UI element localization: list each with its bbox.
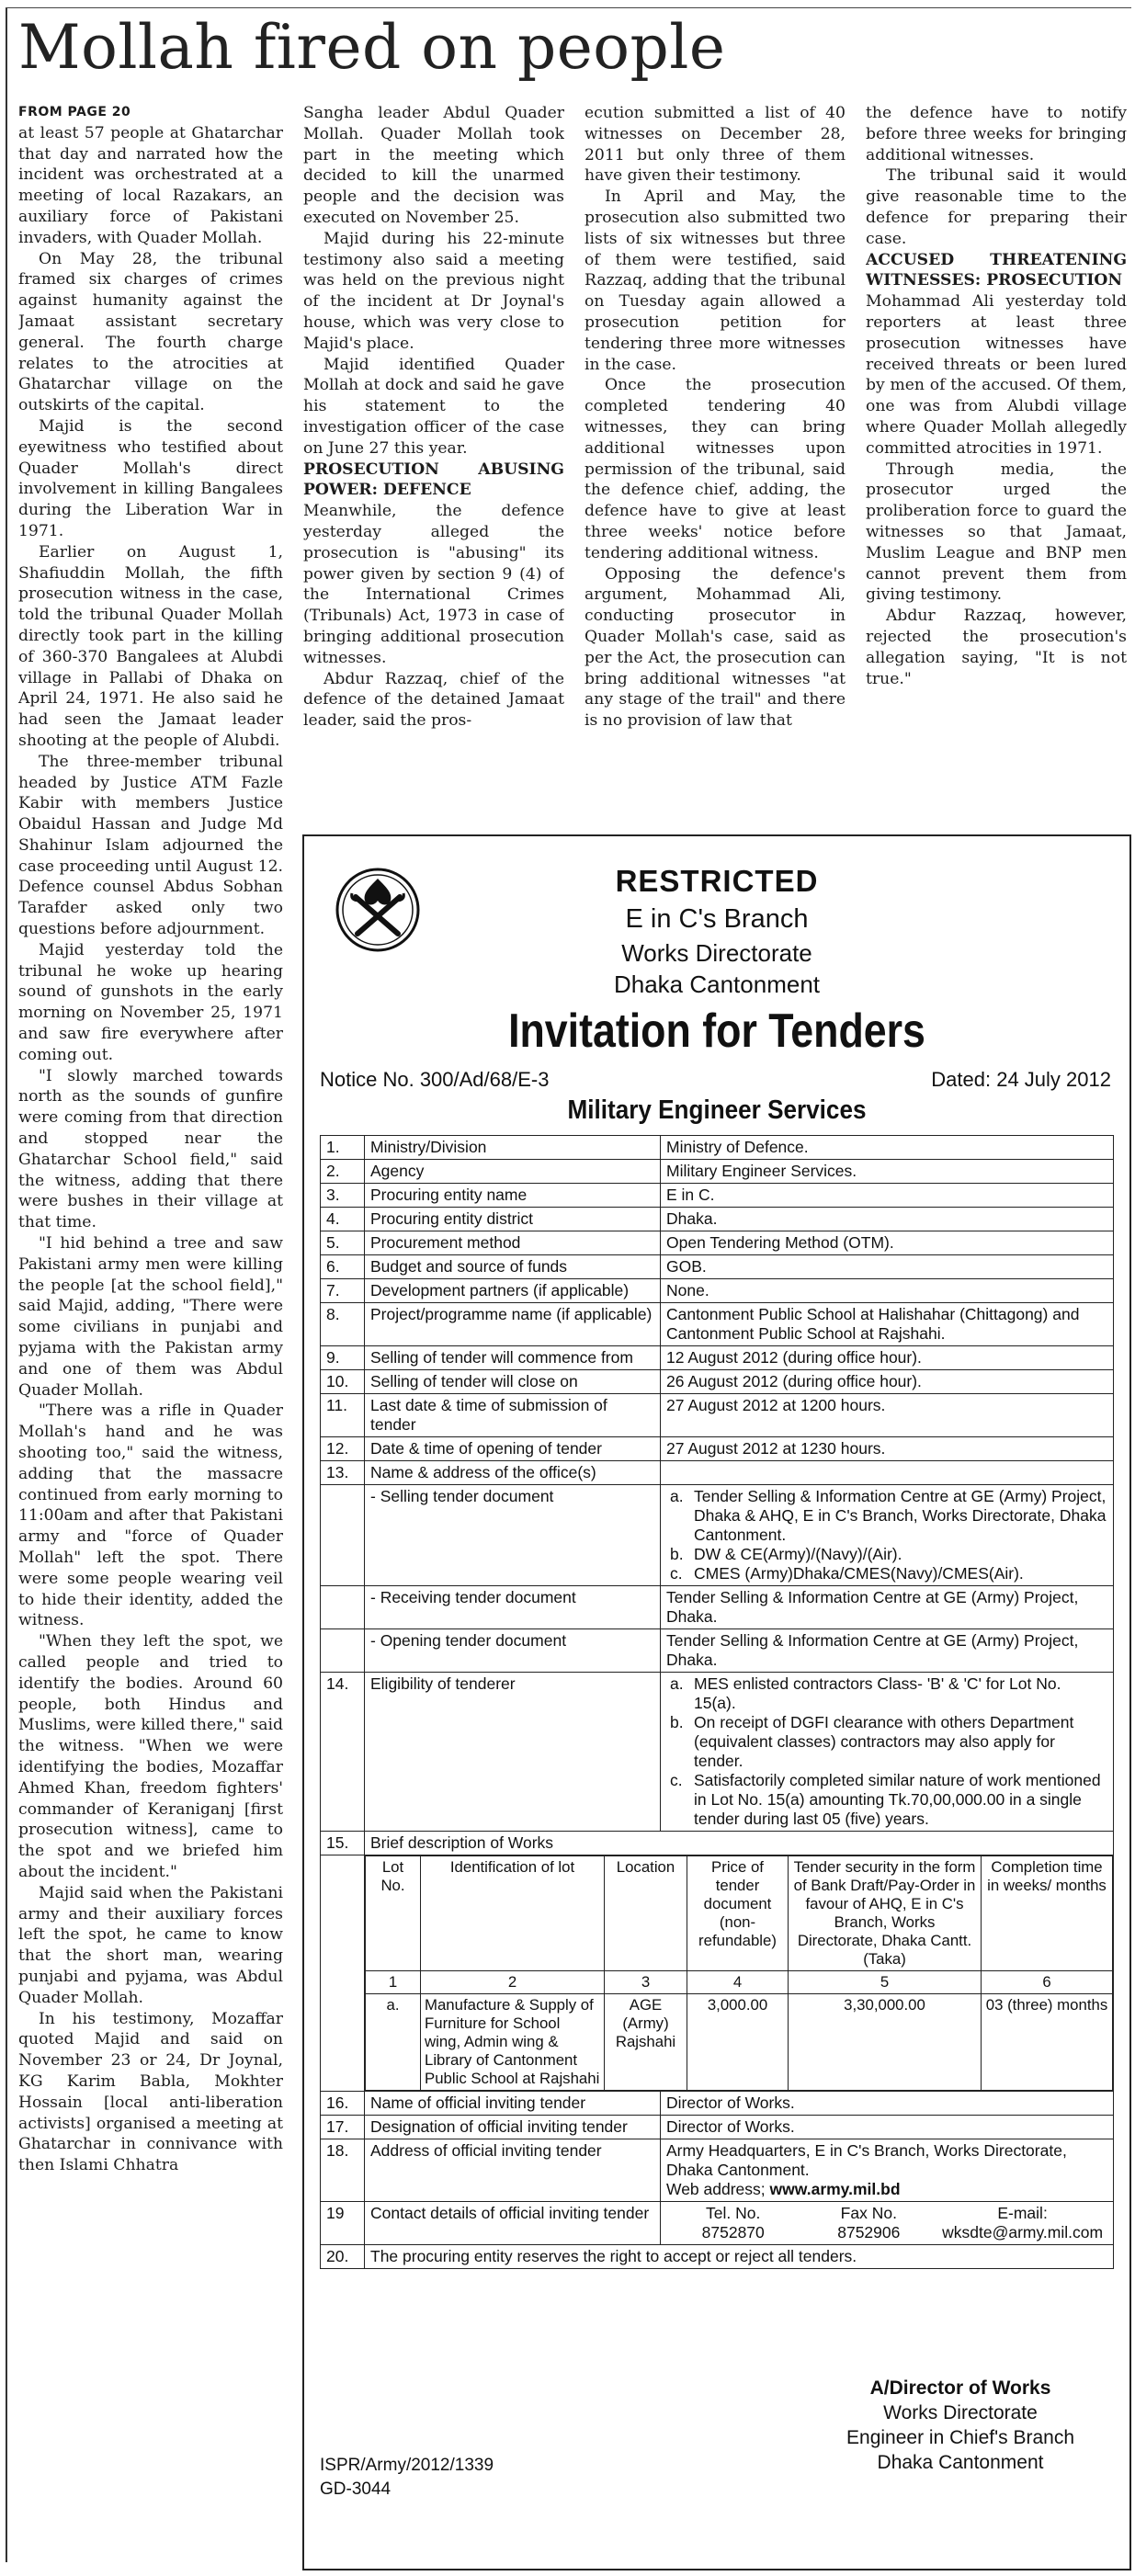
row-label: Contact details of official inviting tender: [365, 2202, 661, 2245]
web-address-link[interactable]: www.army.mil.bd: [769, 2180, 901, 2198]
tender-title: Invitation for Tenders: [508, 1004, 925, 1058]
lot-header-row: [366, 1856, 1113, 1971]
list-marker: a.: [670, 1487, 684, 1505]
tel-label: Tel. No.: [706, 2204, 761, 2222]
row-label: Procuring entity district: [365, 1208, 661, 1231]
list-text: DW & CE(Army)/(Navy)/(Air).: [694, 1545, 902, 1563]
signatory-line: Works Directorate: [883, 2402, 1038, 2423]
table-row: [321, 1303, 1114, 1346]
table-row: [321, 1629, 1114, 1673]
eligibility-list: [666, 1674, 1107, 1829]
signatory-title: [846, 2376, 1074, 2400]
list-text: MES enlisted contractors Class- 'B' & 'C' for Lot No. 15(a).: [694, 1674, 1061, 1712]
row-number: 15.: [321, 1832, 365, 1855]
row-label: Eligibility of tenderer: [365, 1673, 661, 1832]
fax-number: 8752906: [837, 2223, 901, 2241]
paragraph: "When they left the spot, we called people and tried to identify the bodies. Around 60 people, both Hindus and Muslims, were killed there," said the witness. "When we were identifying the bodies, Mozaffar Ahmed Khan, freedom fighters' commander of Keraniganj [first prosecution witness], came to the spot and we briefed him about the incident.": [18, 1632, 283, 1881]
tender-table: [320, 1135, 1114, 2269]
list-item: [666, 1564, 1107, 1583]
row-number: 12.: [321, 1437, 365, 1461]
row-number: 3.: [321, 1184, 365, 1208]
paragraph: The tribunal said it would give reasonable time to the defence for preparing their case.: [866, 166, 1127, 248]
row-value: Tender Selling & Information Centre at GE (Army) Project, Dhaka.: [661, 1629, 1114, 1673]
paragraph: Majid said when the Pakistani army and their auxiliary forces left the spot, he came to know that the short man, wearing punjabi and pyjama, was Abdul Quader Mollah.: [18, 1883, 283, 2007]
row-number: 7.: [321, 1279, 365, 1303]
row-label: Procuring entity name: [365, 1184, 661, 1208]
directorate-label: Works Directorate: [621, 939, 812, 967]
branch-label: E in C's Branch: [625, 904, 809, 934]
fax-label: Fax No.: [840, 2204, 897, 2222]
notice-number: Notice No. 300/Ad/68/E-3: [320, 1068, 550, 1091]
restricted-label: RESTRICTED: [615, 864, 819, 898]
list-marker: b.: [670, 1713, 684, 1731]
row-value: [661, 1461, 1114, 1485]
column-number: 3: [605, 1971, 687, 1994]
reference-codes: [320, 2454, 494, 2502]
row-number: 6.: [321, 1255, 365, 1279]
table-row: [321, 2116, 1114, 2139]
table-row: [321, 1231, 1114, 1255]
ispr-number: ISPR/Army/2012/1339: [320, 2456, 494, 2475]
tel-cell: [661, 2202, 805, 2244]
table-row: [321, 1673, 1114, 1832]
paragraph: "I hid behind a tree and saw Pakistani army men were killing the people [at the school field]," said Majid, adding, "There were some civilians in punjabi and pyjama with the Pakistan army and one of them was Abdul Quader Mollah.: [18, 1234, 283, 1400]
paragraph: the defence have to notify before three weeks for bringing additional witnesses.: [866, 104, 1127, 165]
list-text: On receipt of DGFI clearance with others Department (equivalent classes) contractors may also apply for tender.: [694, 1713, 1074, 1770]
table-row: [321, 2092, 1114, 2116]
email-label: E-mail:: [997, 2204, 1048, 2222]
row-label: Address of official inviting tender: [365, 2139, 661, 2202]
paragraph: ecution submitted a list of 40 witnesses on December 28, 2011 but only three of them have given their testimony.: [585, 104, 846, 186]
lot-price: 3,000.00: [687, 1994, 789, 2091]
list-item: [666, 1545, 1107, 1564]
row-value: Director of Works.: [661, 2092, 1114, 2116]
row-number: [321, 1586, 365, 1629]
table-row: [321, 2139, 1114, 2202]
selling-list: [666, 1487, 1107, 1583]
list-marker: a.: [670, 1674, 684, 1693]
row-label: - Receiving tender document: [365, 1586, 661, 1629]
column-header: Tender security in the form of Bank Draft/Pay-Order in favour of AHQ, E in C's Branch, Works Directorate, Dhaka Cantt. (Taka): [789, 1856, 982, 1971]
email-address-link[interactable]: wksdte@army.mil.com: [942, 2223, 1104, 2241]
column-number: 1: [366, 1971, 421, 1994]
signatory-name: A/Director of Works: [869, 2377, 1051, 2399]
table-row: [321, 1437, 1114, 1461]
table-row: [321, 1184, 1114, 1208]
column-number: 2: [421, 1971, 605, 1994]
row-label: Name of official inviting tender: [365, 2092, 661, 2116]
column-header: Identification of lot: [421, 1856, 605, 1971]
row-label: - Opening tender document: [365, 1629, 661, 1673]
row-value: Dhaka.: [661, 1208, 1114, 1231]
table-row: [321, 1855, 1114, 2092]
gd-number: GD-3044: [320, 2480, 392, 2499]
row-value: 27 August 2012 at 1230 hours.: [661, 1437, 1114, 1461]
row-label: Project/programme name (if applicable): [365, 1303, 661, 1346]
column-rule: [6, 7, 7, 2562]
table-row: [321, 2245, 1114, 2269]
table-row: [321, 1832, 1114, 1855]
row-number: 14.: [321, 1673, 365, 1832]
list-marker: b.: [670, 1545, 684, 1563]
headline: Mollah fired on people: [18, 12, 726, 83]
row-value: [661, 2139, 1114, 2202]
column-header: Completion time in weeks/ months: [982, 1856, 1113, 1971]
row-label: Development partners (if applicable): [365, 1279, 661, 1303]
article-column-1: [18, 101, 283, 2573]
web-line: [666, 2180, 1107, 2199]
row-number: 8.: [321, 1303, 365, 1346]
table-row: [321, 1370, 1114, 1394]
row-value: None.: [661, 1279, 1114, 1303]
row-value: Director of Works.: [661, 2116, 1114, 2139]
paragraph: Majid during his 22-minute testimony also said a meeting was held on the previous night of the incident at Dr Joynal's house, which was very close to Majid's place.: [303, 229, 564, 353]
row-value: 12 August 2012 (during office hour).: [661, 1346, 1114, 1370]
paragraph: Through media, the prosecutor urged the proliberation force to guard the witnesses so that Jamaat, Muslim League and BNP men cannot prevent them from giving testimony.: [866, 460, 1127, 605]
row-value: Military Engineer Services.: [661, 1160, 1114, 1184]
table-row: [321, 1346, 1114, 1370]
web-label: Web address;: [666, 2180, 766, 2198]
row-label: Procurement method: [365, 1231, 661, 1255]
row-number: 2.: [321, 1160, 365, 1184]
list-text: CMES (Army)Dhaka/CMES(Navy)/CMES(Air).: [694, 1564, 1024, 1583]
row-number: 19: [321, 2202, 365, 2245]
row-value: 27 August 2012 at 1200 hours.: [661, 1394, 1114, 1437]
lot-location: AGE (Army) Rajshahi: [605, 1994, 687, 2091]
list-text: Tender Selling & Information Centre at GE (Army) Project, Dhaka & AHQ, E in C's Branch, Works Directorate, Dhaka Cantonment.: [694, 1487, 1107, 1544]
paragraph: The three-member tribunal headed by Justice ATM Fazle Kabir with members Justice Obaidul Hassan and Judge Md Shahinur Islam adjourned the case proceeding until August 12. Defence counsel Abdus Sobhan Tarafder asked only two questions before adjournment.: [18, 752, 283, 939]
row-number: 11.: [321, 1394, 365, 1437]
contact-cell: [661, 2202, 1114, 2245]
address-text: Army Headquarters, E in C's Branch, Works Directorate, Dhaka Cantonment.: [666, 2141, 1067, 2179]
top-rule: [6, 7, 1131, 8]
row-number: [321, 1629, 365, 1673]
row-label: Ministry/Division: [365, 1136, 661, 1160]
row-number: 1.: [321, 1136, 365, 1160]
list-item: [666, 1674, 1107, 1713]
cantonment-label: Dhaka Cantonment: [613, 970, 821, 998]
lot-completion: 03 (three) months: [982, 1994, 1113, 2091]
row-number: 18.: [321, 2139, 365, 2202]
paragraph: "There was a rifle in Quader Mollah's hand and he was shooting too," said the witness, adding that the massacre continued from early morning to 11:00am and after that Pakistani army and "force of Quader Mollah" left the spot. There were some people wearing veil to hide their identity, added the witness.: [18, 1401, 283, 1630]
row-number: 13.: [321, 1461, 365, 1485]
row-value: Ministry of Defence.: [661, 1136, 1114, 1160]
list-item: [666, 1713, 1107, 1771]
paragraph: Earlier on August 1, Shafiuddin Mollah, the fifth prosecution witness in the case, told the tribunal Quader Mollah directly took part in the killing of 360-370 Bangalees at Alubdi village in Pallabi of Dhaka on April 24, 1971. He also said he had seen the Jamaat leader shooting at the people of Alubdi.: [18, 542, 283, 750]
lot-table-cell: [365, 1855, 1114, 2092]
paragraph: In April and May, the prosecution also submitted two lists of six witnesses but three of them were testified, said Razzaq, adding that the tribunal on Tuesday again allowed a prosecution petition for tendering three more witnesses in the case.: [585, 187, 846, 374]
table-row: [321, 1279, 1114, 1303]
column-header: Price of tender document (non-refundable): [687, 1856, 789, 1971]
table-row: [321, 1485, 1114, 1586]
row-number: 5.: [321, 1231, 365, 1255]
column-header: Location: [605, 1856, 687, 1971]
lot-number: a.: [366, 1994, 421, 2091]
row-number: 17.: [321, 2116, 365, 2139]
column-number: 6: [982, 1971, 1113, 1994]
paragraph: Abdur Razzaq, chief of the defence of the detained Jamaat leader, said the pros-: [303, 669, 564, 731]
lot-table: [365, 1855, 1113, 2091]
paragraph: Sangha leader Abdul Quader Mollah. Quader Mollah took part in the meeting which decided to kill the unarmed people and the decision was executed on November 25.: [303, 104, 564, 227]
row-label: Agency: [365, 1160, 661, 1184]
paragraph: On May 28, the tribunal framed six charges of crimes against humanity against the Jamaat assistant secretary general. The fourth charge relates to the atrocities at Ghatarchar village on the outskirts of the capital.: [18, 249, 283, 415]
kicker: FROM PAGE 20: [18, 105, 131, 119]
table-row: [321, 1160, 1114, 1184]
list-marker: c.: [670, 1771, 683, 1789]
paragraph: at least 57 people at Ghatarchar that day and narrated how the incident was orchestrated at a meeting of local Razakars, an auxiliary force of Pakistani invaders, with Quader Mollah.: [18, 123, 283, 247]
row-value: Tender Selling & Information Centre at GE (Army) Project, Dhaka.: [661, 1586, 1114, 1629]
row-label: Brief description of Works: [365, 1832, 1114, 1855]
row-value: E in C.: [661, 1184, 1114, 1208]
list-item: [666, 1487, 1107, 1545]
article-column-2: [303, 103, 564, 801]
row-number: 4.: [321, 1208, 365, 1231]
paragraph: In his testimony, Mozaffar quoted Majid and said on November 23 or 24, Dr Joynal, KG Karim Babla, Mokhter Hossain [local anti-liberation activists] organised a meeting at Ghatarchar in connivance with then Islami Chhatra: [18, 2009, 283, 2175]
row-label: Date & time of opening of tender: [365, 1437, 661, 1461]
paragraph: Mohammad Ali yesterday told reporters at least three prosecution witnesses have received threats or been lured by men of the accused. Of them, one was from Alubdi village where Quader Mollah allegedly committed atrocities in 1971.: [866, 292, 1127, 458]
contact-table: [661, 2202, 1113, 2244]
row-label: Last date & time of submission of tender: [365, 1394, 661, 1437]
row-value: [661, 1485, 1114, 1586]
row-number: 9.: [321, 1346, 365, 1370]
subheading: ACCUSED THREATENING WITNESSES: PROSECUTION: [866, 250, 1127, 290]
paragraph: Majid yesterday told the tribunal he woke up hearing sound of gunshots in the early morning on November 25, 1971 and saw fire everywhere after coming out.: [18, 940, 283, 1064]
row-label: The procuring entity reserves the right to accept or reject all tenders.: [365, 2245, 1114, 2269]
column-number: 4: [687, 1971, 789, 1994]
row-number: [321, 1855, 365, 2092]
table-row: [321, 1394, 1114, 1437]
table-row: [321, 1136, 1114, 1160]
paragraph: "I slowly marched towards north as the sounds of gunfire were coming from that direction and stopped near the Ghatarchar School field," said the witness, adding that there were bushes in their village at that time.: [18, 1066, 283, 1232]
subheading: PROSECUTION ABUSING POWER: DEFENCE: [303, 460, 564, 500]
row-label: Name & address of the office(s): [365, 1461, 661, 1485]
table-row: [321, 1255, 1114, 1279]
row-label: Designation of official inviting tender: [365, 2116, 661, 2139]
kicker-line: [18, 101, 283, 123]
paragraph: Once the prosecution completed tendering 40 witnesses, they can bring additional witnesses upon permission of the tribunal, said the defence chief, adding, the defence have to give at least three weeks' notice before tendering additional witness.: [585, 376, 846, 562]
tender-advertisement: [302, 834, 1131, 2570]
lot-identification: Manufacture & Supply of Furniture for School wing, Admin wing & Library of Cantonment Public School at Rajshahi: [421, 1994, 605, 2091]
row-number: 10.: [321, 1370, 365, 1394]
paragraph: Opposing the defence's argument, Mohammad Ali, conducting prosecutor in Quader Mollah's case, said as per the Act, the prosecution can bring additional witnesses "at any stage of the trail" and there is no provision of law that: [585, 564, 846, 731]
lot-security: 3,30,000.00: [789, 1994, 982, 2091]
row-value: Cantonment Public School at Halishahar (Chittagong) and Cantonment Public School at Rajshahi.: [661, 1303, 1114, 1346]
column-header: Lot No.: [366, 1856, 421, 1971]
row-number: 20.: [321, 2245, 365, 2269]
row-value: 26 August 2012 (during office hour).: [661, 1370, 1114, 1394]
signatory-line: Dhaka Cantonment: [877, 2452, 1044, 2473]
paragraph: Abdur Razzaq, however, rejected the prosecution's allegation saying, "It is not true.": [866, 607, 1127, 688]
organisation-title: Military Engineer Services: [567, 1095, 867, 1125]
article-column-3: [585, 103, 846, 801]
row-label: - Selling tender document: [365, 1485, 661, 1586]
paragraph: Majid identified Quader Mollah at dock and said he gave his statement to the investigation officer of the case on June 27 this year.: [303, 355, 564, 458]
row-label: Selling of tender will close on: [365, 1370, 661, 1394]
list-item: [666, 1771, 1107, 1829]
signatory-line: Engineer in Chief's Branch: [846, 2427, 1074, 2448]
tel-number: 8752870: [701, 2223, 765, 2241]
table-row: [321, 1586, 1114, 1629]
email-cell: [932, 2202, 1113, 2244]
contact-row: [661, 2202, 1113, 2244]
paragraph: Meanwhile, the defence yesterday alleged the prosecution is "abusing" its power given by section 9 (4) of the International Crimes (Tribunals) Act, 1973 in case of bringing additional prosecution witnesses.: [303, 502, 564, 667]
lot-number-row: [366, 1971, 1113, 1994]
signature-block: [846, 2376, 1074, 2475]
row-label: Budget and source of funds: [365, 1255, 661, 1279]
row-value: GOB.: [661, 1255, 1114, 1279]
notice-date: Dated: 24 July 2012: [931, 1068, 1111, 1091]
row-value: Open Tendering Method (OTM).: [661, 1231, 1114, 1255]
list-marker: c.: [670, 1564, 683, 1583]
paragraph: Majid is the second eyewitness who testified about Quader Mollah's direct involvement in killing Bangalees during the Liberation War in 1971.: [18, 416, 283, 540]
row-number: [321, 1485, 365, 1586]
row-number: 16.: [321, 2092, 365, 2116]
row-label: Selling of tender will commence from: [365, 1346, 661, 1370]
table-row: [321, 2202, 1114, 2245]
row-value: [661, 1673, 1114, 1832]
column-number: 5: [789, 1971, 982, 1994]
fax-cell: [805, 2202, 932, 2244]
table-row: [321, 1461, 1114, 1485]
list-text: Satisfactorily completed similar nature of work mentioned in Lot No. 15(a) amounting Tk.70,00,000.00 in a single tender during last 05 (five) years.: [694, 1771, 1101, 1828]
article-column-4: [866, 103, 1127, 801]
lot-row: [366, 1994, 1113, 2091]
table-row: [321, 1208, 1114, 1231]
